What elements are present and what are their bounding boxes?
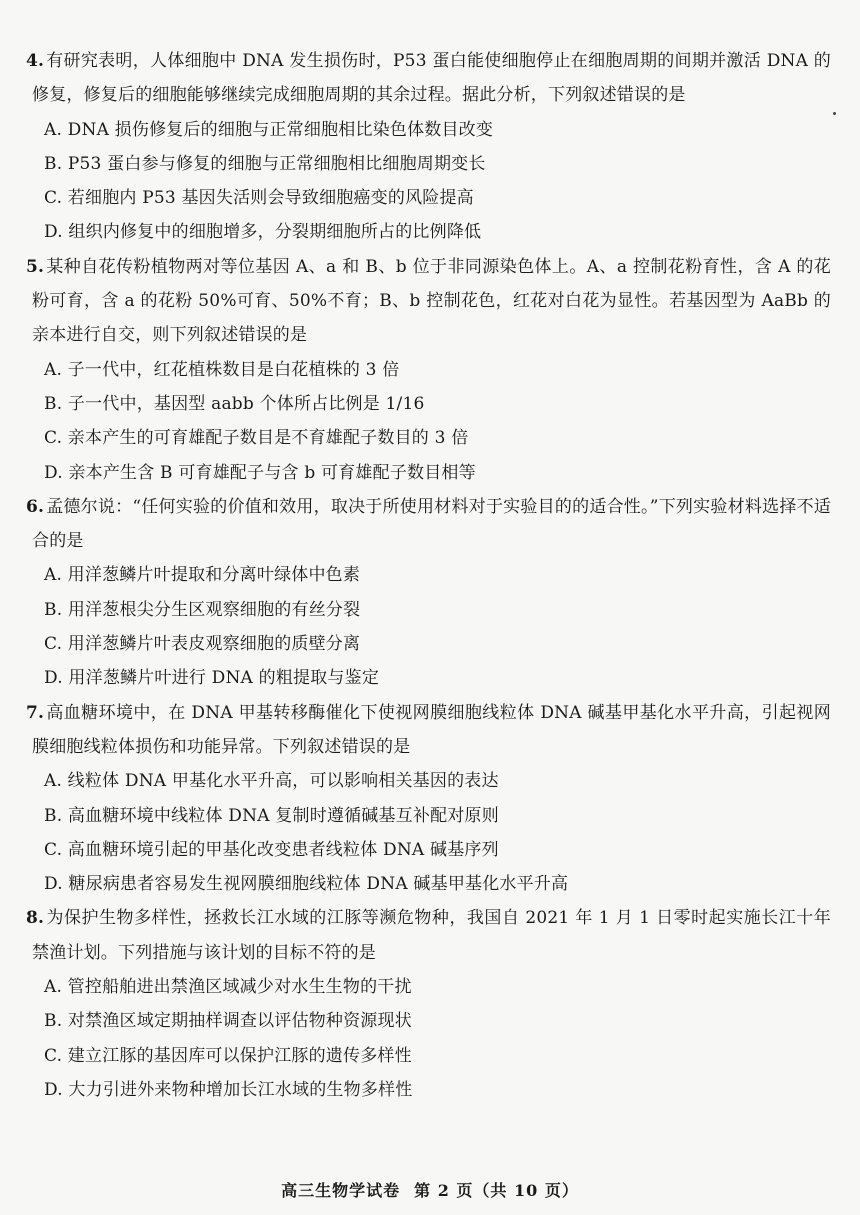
answer-option: C. 用洋葱鳞片叶表皮观察细胞的质壁分离 [44, 634, 361, 655]
answer-option: A. DNA 损伤修复后的细胞与正常细胞相比染色体数目改变 [44, 119, 494, 140]
question-4 [26, 696, 831, 902]
question-1 [26, 44, 831, 250]
question-number: 5. [26, 256, 45, 277]
question-number: 8. [26, 908, 45, 929]
question-5 [26, 901, 831, 1107]
answer-option: A. 子一代中，红花植株数目是白花植株的 3 倍 [44, 359, 400, 380]
question-text: 孟德尔说：“任何实验的价值和效用，取决于所使用材料对于实验目的的适合性。”下列实验材料选择不适合的是 [32, 496, 831, 552]
answer-option: B. P53 蛋白参与修复的细胞与正常细胞相比细胞周期变长 [44, 153, 486, 174]
question-text: 高血糖环境中，在 DNA 甲基转移酶催化下使视网膜细胞线粒体 DNA 碱基甲基化水平升高，引起视网膜细胞线粒体损伤和功能异常。下列叙述错误的是 [32, 702, 831, 757]
question-2 [26, 250, 831, 490]
answer-option: A. 管控船舶进出禁渔区域减少对水生生物的干扰 [44, 977, 412, 998]
answer-option: D. 糖尿病患者容易发生视网膜细胞线粒体 DNA 碱基甲基化水平升高 [44, 874, 569, 895]
question-number: 6. [26, 496, 45, 517]
question-list [26, 44, 831, 1107]
footer-page-number: 第 2 页（共 10 页） [414, 1181, 579, 1200]
answer-option: C. 高血糖环境引起的甲基化改变患者线粒体 DNA 碱基序列 [44, 839, 499, 860]
answer-option: D. 组织内修复中的细胞增多，分裂期细胞所占的比例降低 [44, 222, 482, 243]
scan-speck [833, 112, 836, 115]
answer-option: D. 用洋葱鳞片叶进行 DNA 的粗提取与鉴定 [44, 668, 380, 689]
question-text: 为保护生物多样性，拯救长江水域的江豚等濒危物种，我国自 2021 年 1 月 1 日零时起实施长江十年禁渔计划。下列措施与该计划的目标不符的是 [32, 908, 831, 963]
question-stem [26, 901, 831, 970]
question-number: 7. [26, 702, 45, 723]
question-stem [26, 250, 831, 353]
question-stem [26, 44, 831, 113]
answer-option: B. 子一代中，基因型 aabb 个体所占比例是 1/16 [44, 393, 425, 414]
page-footer [0, 1178, 860, 1201]
answer-option: C. 亲本产生的可育雄配子数目是不育雄配子数目的 3 倍 [44, 428, 469, 449]
question-stem [26, 490, 831, 559]
answer-option: B. 高血糖环境中线粒体 DNA 复制时遵循碱基互补配对原则 [44, 805, 499, 826]
answer-option: B. 用洋葱根尖分生区观察细胞的有丝分裂 [44, 599, 361, 620]
question-stem [26, 696, 831, 765]
question-text: 某种自花传粉植物两对等位基因 A、a 和 B、b 位于非同源染色体上。A、a 控制花粉育性，含 A 的花粉可育，含 a 的花粉 50%可育、50%不育；B、b 控制花色，红花对白花为显性。若基因型为 AaBb 的亲本进行自交，则下列叙述错误的是 [32, 256, 831, 346]
footer-subject: 高三生物学试卷 [281, 1181, 401, 1200]
answer-option: D. 大力引进外来物种增加长江水域的生物多样性 [44, 1079, 413, 1100]
answer-option: A. 用洋葱鳞片叶提取和分离叶绿体中色素 [44, 565, 361, 586]
answer-option: C. 建立江豚的基因库可以保护江豚的遗传多样性 [44, 1045, 412, 1066]
answer-option: A. 线粒体 DNA 甲基化水平升高，可以影响相关基因的表达 [44, 771, 499, 792]
answer-option: C. 若细胞内 P53 基因失活则会导致细胞癌变的风险提高 [44, 188, 474, 209]
question-text: 有研究表明，人体细胞中 DNA 发生损伤时，P53 蛋白能使细胞停止在细胞周期的间期并激活 DNA 的修复，修复后的细胞能够继续完成细胞周期的其余过程。据此分析，下列叙述错误的是 [32, 51, 831, 106]
answer-option: B. 对禁渔区域定期抽样调查以评估物种资源现状 [44, 1011, 412, 1032]
question-3 [26, 490, 831, 696]
question-number: 4. [26, 51, 45, 71]
answer-option: D. 亲本产生含 B 可育雄配子与含 b 可育雄配子数目相等 [44, 462, 476, 483]
